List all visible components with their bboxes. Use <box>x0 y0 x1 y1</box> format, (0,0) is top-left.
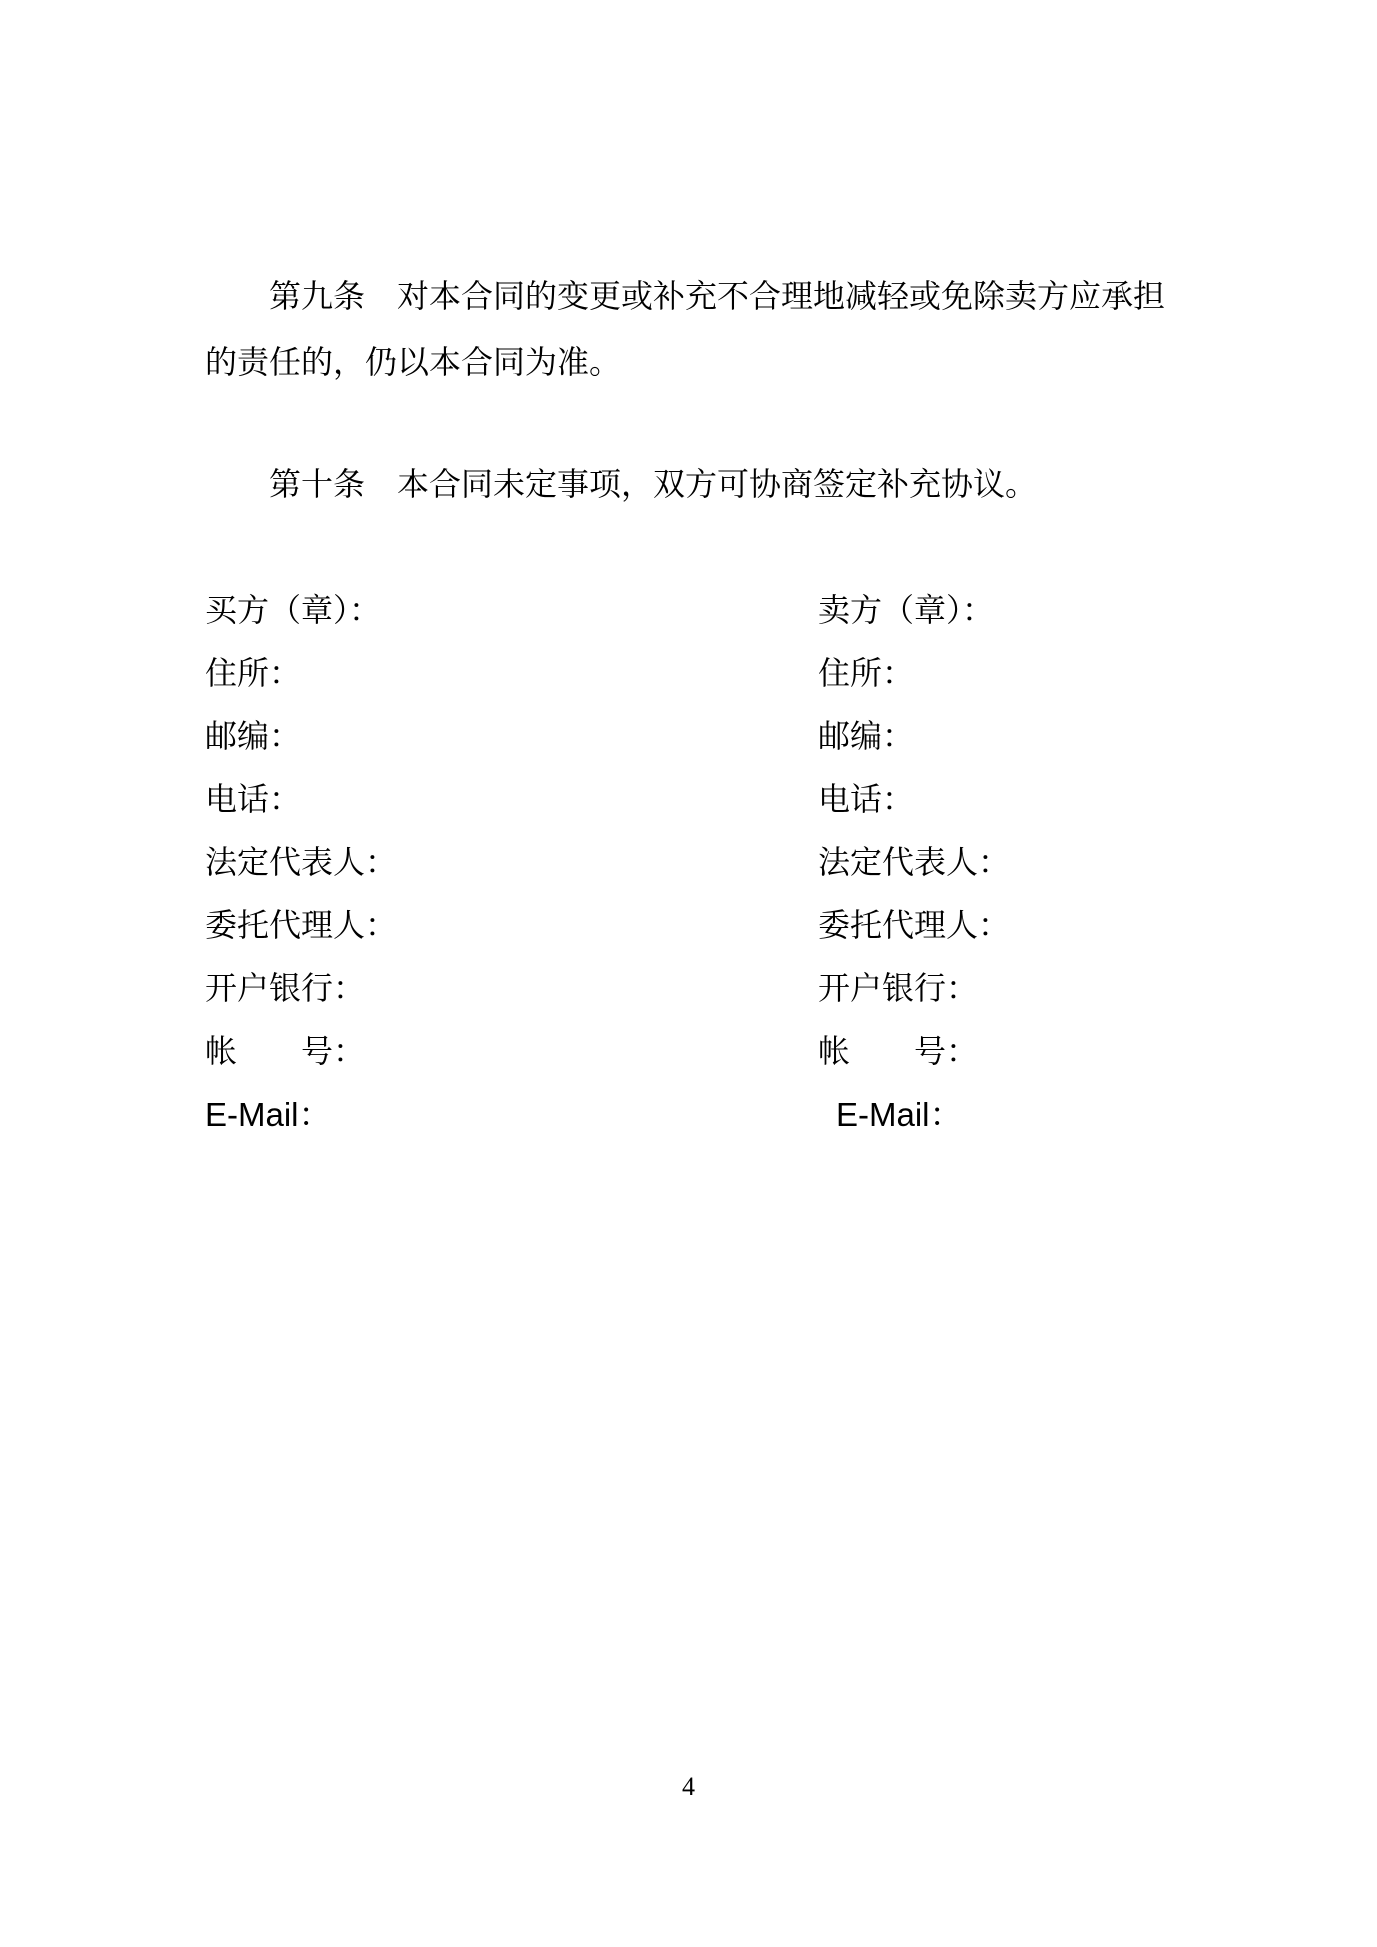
article-10-text: 本合同未定事项，双方可协商签定补充协议。 <box>397 465 1038 503</box>
seller-seal-label: 卖方（章）： <box>818 591 995 629</box>
article-10 <box>205 451 1195 517</box>
buyer-phone-label: 电话： <box>205 780 302 818</box>
page-number: 4 <box>682 1772 695 1801</box>
buyer-account-label <box>205 1020 725 1083</box>
seller-phone-label: 电话： <box>818 780 915 818</box>
buyer-account-label-b: 号： <box>301 1032 366 1070</box>
seller-account-label <box>818 1020 1338 1083</box>
seller-bank-label: 开户银行： <box>818 969 979 1007</box>
buyer-signature-block <box>205 579 725 1146</box>
buyer-seal-label: 买方（章）： <box>205 591 382 629</box>
seller-account-label-b: 号： <box>914 1032 979 1070</box>
article-9-text: 对本合同的变更或补充不合理地减轻或免除卖方应承担的责任的，仍以本合同为准。 <box>205 277 1166 381</box>
seller-address-label: 住所： <box>818 654 915 692</box>
seller-legal-rep-label: 法定代表人： <box>818 843 1011 881</box>
seller-signature-block <box>818 579 1338 1146</box>
article-10-number: 第十条 <box>269 465 366 503</box>
buyer-email-label: E-Mail： <box>205 1096 332 1133</box>
buyer-account-label-a: 帐 <box>205 1032 238 1070</box>
buyer-address-label: 住所： <box>205 654 302 692</box>
seller-email-label: E-Mail： <box>836 1096 963 1133</box>
buyer-bank-label: 开户银行： <box>205 969 366 1007</box>
seller-account-label-a: 帐 <box>818 1032 851 1070</box>
seller-postcode-label: 邮编： <box>818 717 915 755</box>
buyer-legal-rep-label: 法定代表人： <box>205 843 398 881</box>
seller-agent-label: 委托代理人： <box>818 906 1011 944</box>
buyer-agent-label: 委托代理人： <box>205 906 398 944</box>
buyer-postcode-label: 邮编： <box>205 717 302 755</box>
article-9-number: 第九条 <box>269 277 366 315</box>
article-9 <box>205 263 1195 395</box>
